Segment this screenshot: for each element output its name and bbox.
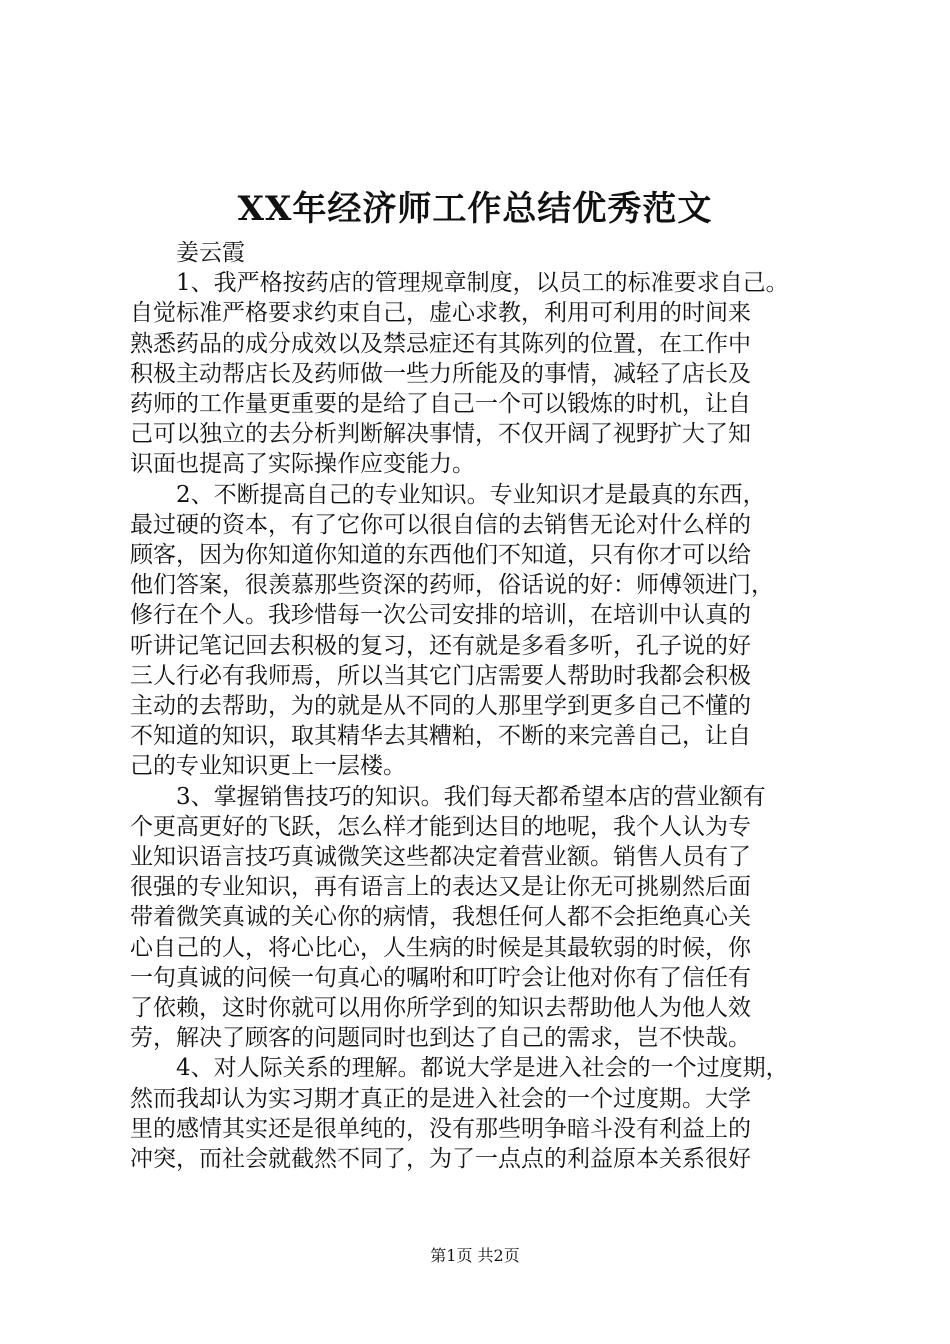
page-footer: 第1页 共2页 (430, 1246, 520, 1265)
paragraph-line: 己可以独立的去分析判断解决事情，不仅开阔了视野扩大了知 (130, 421, 751, 448)
paragraph-line: 个更高更好的飞跃，怎么样才能到达目的地呢，我个人认为专 (130, 813, 751, 840)
paragraph-line: 3、掌握销售技巧的知识。我们每天都希望本店的营业额有 (176, 783, 766, 810)
paragraph-line: 药师的工作量更重要的是给了自己一个可以锻炼的时机，让自 (130, 391, 751, 418)
paragraph (130, 480, 830, 782)
paragraph-line: 很强的专业知识，再有语言上的表达又是让你无可挑剔然后面 (130, 874, 751, 901)
paragraph-line: 顾客，因为你知道你知道的东西他们不知道，只有你才可以给 (130, 542, 751, 569)
paragraph-line: 冲突，而社会就截然不同了，为了一点点的利益原本关系很好 (130, 1146, 751, 1173)
paragraph-line: 听讲记笔记回去积极的复习，还有就是多看多听，孔子说的好 (130, 632, 751, 659)
paragraph-line: 己的专业知识更上一层楼。 (130, 753, 406, 780)
paragraph-line: 他们答案，很羡慕那些资深的药师，俗话说的好：师傅领进门， (130, 572, 774, 599)
paragraph-line: 4、对人际关系的理解。都说大学是进入社会的一个过度期， (176, 1055, 789, 1082)
document-title: XX年经济师工作总结优秀范文 (237, 189, 713, 229)
paragraph-line: 心自己的人，将心比心，人生病的时候是其最软弱的时候，你 (130, 934, 751, 961)
paragraph-line: 自觉标准严格要求约束自己，虚心求教，利用可利用的时间来 (130, 300, 751, 327)
paragraph-line: 一句真诚的问候一句真心的嘱咐和叮咛会让他对你有了信任有 (130, 964, 751, 991)
paragraph-line: 然而我却认为实习期才真正的是进入社会的一个过度期。大学 (130, 1085, 751, 1112)
paragraph-line: 三人行必有我师焉，所以当其它门店需要人帮助时我都会积极 (130, 662, 751, 689)
paragraph-line: 带着微笑真诚的关心你的病情，我想任何人都不会拒绝真心关 (130, 904, 751, 931)
author-name: 姜云霞 (176, 240, 245, 266)
paragraph-line: 业知识语言技巧真诚微笑这些都决定着营业额。销售人员有了 (130, 844, 751, 871)
paragraph-line: 识面也提高了实际操作应变能力。 (130, 451, 475, 478)
paragraph-line: 熟悉药品的成分成效以及禁忌症还有其陈列的位置，在工作中 (130, 330, 751, 357)
paragraph (130, 268, 830, 479)
paragraph-line: 2、不断提高自己的专业知识。专业知识才是最真的东西， (176, 481, 766, 508)
paragraph-line: 修行在个人。我珍惜每一次公司安排的培训，在培训中认真的 (130, 602, 751, 629)
paragraph-line: 里的感情其实还是很单纯的，没有那些明争暗斗没有利益上的 (130, 1115, 751, 1142)
paragraph-line: 不知道的知识，取其精华去其糟粕，不断的来完善自己，让自 (130, 723, 751, 750)
paragraph (130, 1053, 830, 1174)
paragraph-line: 主动的去帮助，为的就是从不同的人那里学到更多自己不懂的 (130, 693, 751, 720)
paragraph-line: 劳，解决了顾客的问题同时也到达了自己的需求，岂不快哉。 (130, 1025, 751, 1052)
paragraph-line: 积极主动帮店长及药师做一些力所能及的事情，减轻了店长及 (130, 360, 751, 387)
paragraph (130, 782, 830, 1054)
paragraph-line: 最过硬的资本，有了它你可以很自信的去销售无论对什么样的 (130, 511, 751, 538)
paragraph-line: 了依赖，这时你就可以用你所学到的知识去帮助他人为他人效 (130, 995, 751, 1022)
paragraph-line: 1、我严格按药店的管理规章制度，以员工的标准要求自己。 (176, 270, 789, 297)
document-body (130, 238, 830, 1174)
